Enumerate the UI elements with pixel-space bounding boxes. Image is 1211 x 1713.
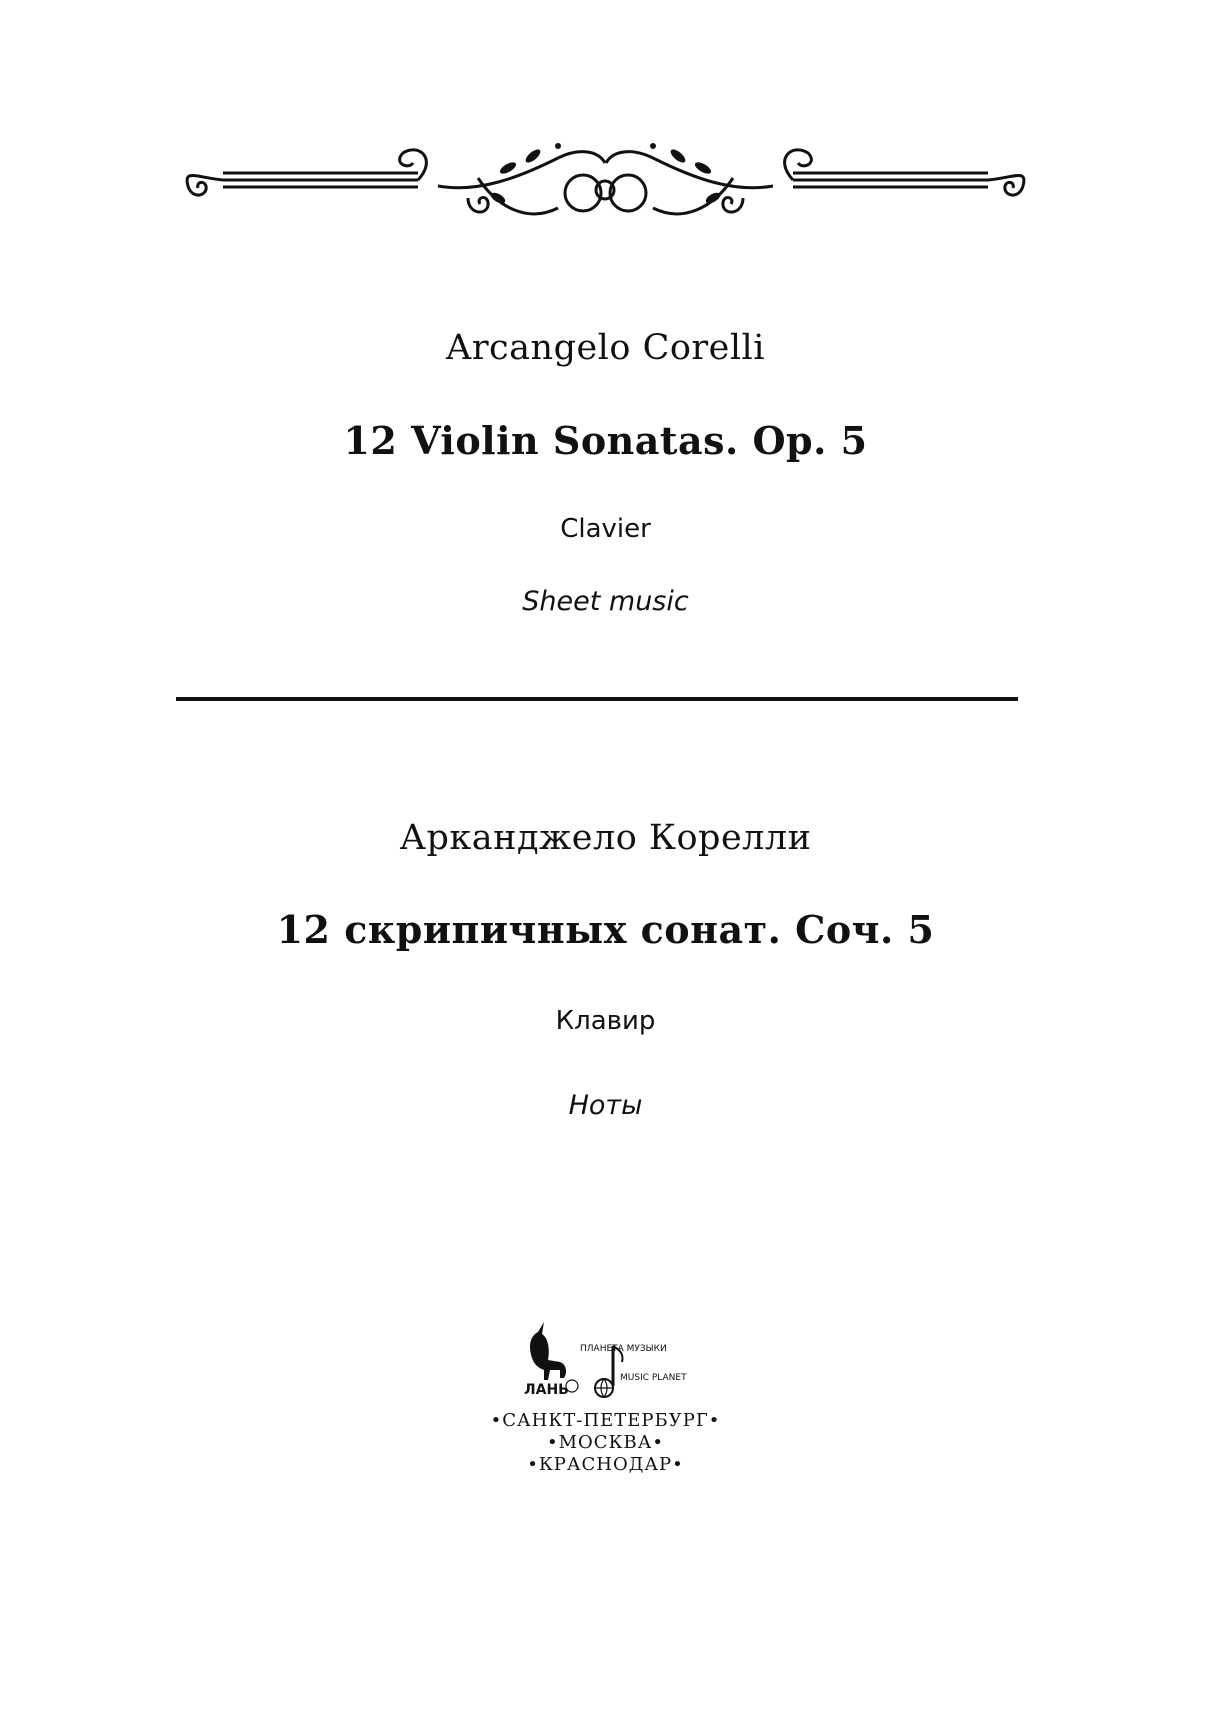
author-russian: Арканджело Корелли (399, 818, 812, 858)
publisher-cities (0, 1410, 1211, 1476)
title-english: 12 Violin Sonatas. Op. 5 (343, 418, 868, 463)
subtitle-english: Clavier (560, 514, 651, 544)
city-line: •САНКТ-ПЕТЕРБУРГ• (490, 1410, 721, 1431)
city-line: •МОСКВА• (547, 1432, 664, 1453)
author-english: Arcangelo Corelli (446, 328, 765, 368)
lan-deer-logo-icon (524, 1322, 578, 1398)
title-russian: 12 скрипичных сонат. Соч. 5 (276, 907, 935, 952)
logo-planet-text: ПЛАНЕТА МУЗЫКИ (580, 1344, 667, 1354)
divider-rule (176, 697, 1018, 701)
publisher-logo (520, 1318, 690, 1408)
subtitle-russian: Клавир (555, 1006, 656, 1036)
ornament-divider-icon (178, 138, 1033, 238)
logo-music-planet-text: MUSIC PLANET (620, 1373, 687, 1383)
logo-lan-text: ЛАНЬ (524, 1382, 569, 1398)
city-line: •КРАСНОДАР• (527, 1454, 684, 1475)
type-russian: Ноты (568, 1090, 643, 1121)
type-english: Sheet music (522, 586, 689, 617)
